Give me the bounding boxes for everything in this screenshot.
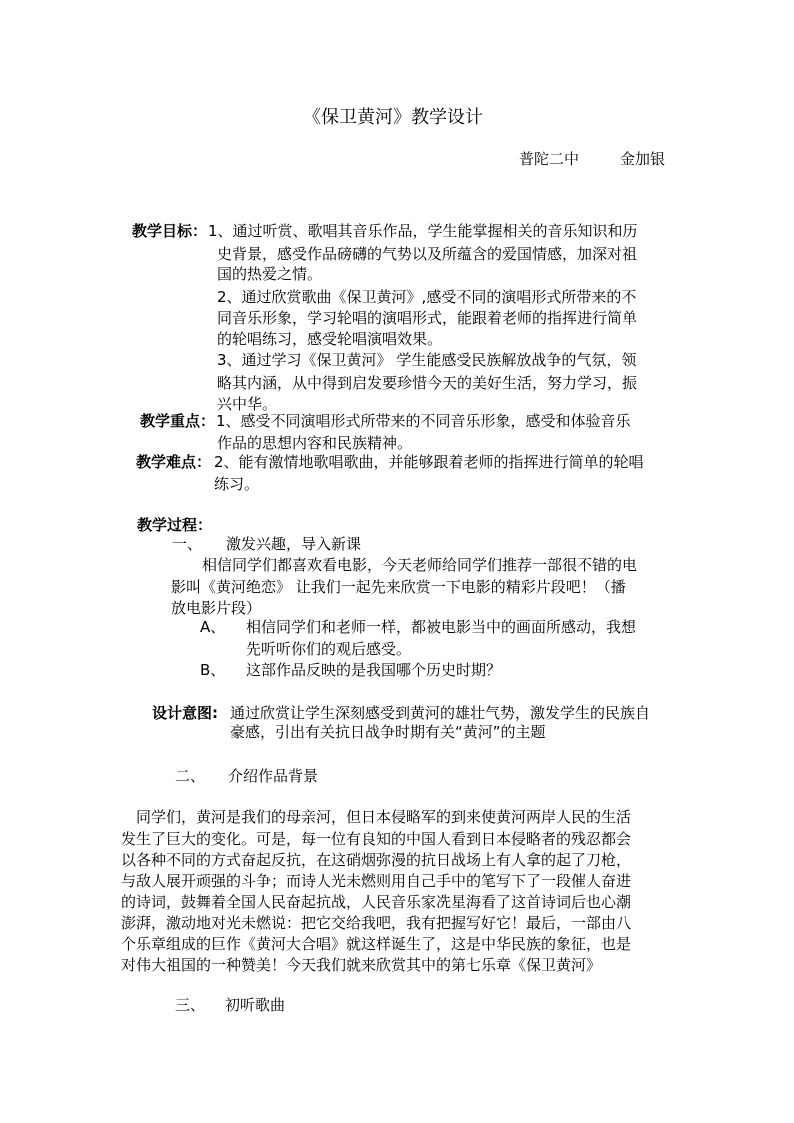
page-title: 《保卫黄河》教学设计	[303, 107, 483, 128]
objective-line: 的轮唱练习，感受轮唱演唱效果。	[217, 330, 443, 348]
section-number: 一、	[172, 535, 203, 553]
paragraph-line: 同学们，黄河是我们的母亲河，但日本侵略军的到来使黄河两岸人民的生活	[136, 808, 632, 826]
paragraph-line: 对伟大祖国的一种赞美！今天我们就来欣赏其中的第七乐章《保卫黄河》	[121, 956, 602, 974]
question-line: 这部作品反映的是我国哪个历史时期？	[246, 661, 502, 679]
paragraph-line: 澎湃，激动地对光未燃说：把它交给我吧，我有把握写好它！最后，一部由八	[121, 914, 632, 932]
objective-line: 2、通过欣赏歌曲《保卫黄河》,感受不同的演唱形式所带来的不	[217, 288, 637, 306]
design-intent-label: 设计意图:	[152, 704, 218, 722]
objective-line: 兴中华。	[217, 395, 278, 413]
question-marker: B、	[200, 661, 226, 679]
difficulty-line: 练习。	[214, 475, 260, 493]
author-school: 普陀二中	[519, 150, 580, 168]
key-point-line: 1、感受不同演唱形式所带来的不同音乐形象，感受和体验音乐	[216, 412, 631, 430]
author-name: 金加银	[620, 150, 666, 168]
question-line: 先听听你们的观后感受。	[246, 640, 412, 658]
difficulties-label: 教学难点：	[136, 453, 212, 471]
section-number: 三、	[175, 996, 206, 1014]
section-title: 介绍作品背景	[228, 767, 319, 785]
key-point-line: 作品的思想内容和民族精神。	[217, 434, 413, 452]
paragraph-line: 个乐章组成的巨作《黄河大合唱》就这样诞生了，这是中华民族的象征，也是	[121, 935, 632, 953]
section-number: 二、	[175, 767, 206, 785]
question-line: 相信同学们和老师一样，都被电影当中的画面所感动，我想	[246, 618, 637, 636]
paragraph-line: 发生了巨大的变化。可是，每一位有良知的中国人看到日本侵略者的残忍都会	[121, 830, 632, 848]
objective-line: 3、通过学习《保卫黄河》 学生能感受民族解放战争的气氛，领	[217, 351, 637, 369]
key-points-label: 教学重点：	[140, 412, 216, 430]
paragraph-line: 与敌人展开顽强的斗争；而诗人光未燃则用自己手中的笔写下了一段催人奋进	[121, 872, 632, 890]
objective-line: 国的热爱之情。	[217, 265, 323, 283]
objective-line: 1、通过听赏、歌唱其音乐作品，学生能掌握相关的音乐知识和历	[208, 222, 638, 240]
design-intent-line: 豪感，引出有关抗日战争时期有关“黄河”的主题	[230, 723, 546, 741]
paragraph-line: 相信同学们都喜欢看电影，今天老师给同学们推荐一部很不错的电	[202, 556, 638, 574]
process-label: 教学过程：	[137, 516, 213, 534]
design-intent-line: 通过欣赏让学生深刻感受到黄河的雄壮气势，激发学生的民族自	[230, 704, 651, 722]
paragraph-line: 以各种不同的方式奋起反抗，在这硝烟弥漫的抗日战场上有人拿的起了刀枪，	[121, 851, 632, 869]
objective-line: 略其内涵，从中得到启发要珍惜今天的美好生活，努力学习，振	[217, 374, 638, 392]
paragraph-line: 的诗词，鼓舞着全国人民奋起抗战，人民音乐家冼星海看了这首诗词后也心潮	[121, 893, 632, 911]
difficulty-line: 2、能有激情地歌唱歌曲，并能够跟着老师的指挥进行简单的轮唱	[214, 453, 644, 471]
objective-line: 同音乐形象，学习轮唱的演唱形式，能跟着老师的指挥进行简单	[217, 309, 638, 327]
question-marker: A、	[200, 618, 226, 636]
objective-line: 史背景，感受作品磅礴的气势以及所蕴含的爱国情感，加深对祖	[217, 245, 638, 263]
objectives-label: 教学目标：	[132, 222, 208, 240]
paragraph-line: 放电影片段）	[171, 599, 262, 617]
section-title: 激发兴趣，导入新课	[226, 535, 362, 553]
section-title: 初听歌曲	[225, 996, 286, 1014]
paragraph-line: 影叫《黄河绝恋》 让我们一起先来欣赏一下电影的精彩片段吧！（播	[171, 578, 626, 596]
